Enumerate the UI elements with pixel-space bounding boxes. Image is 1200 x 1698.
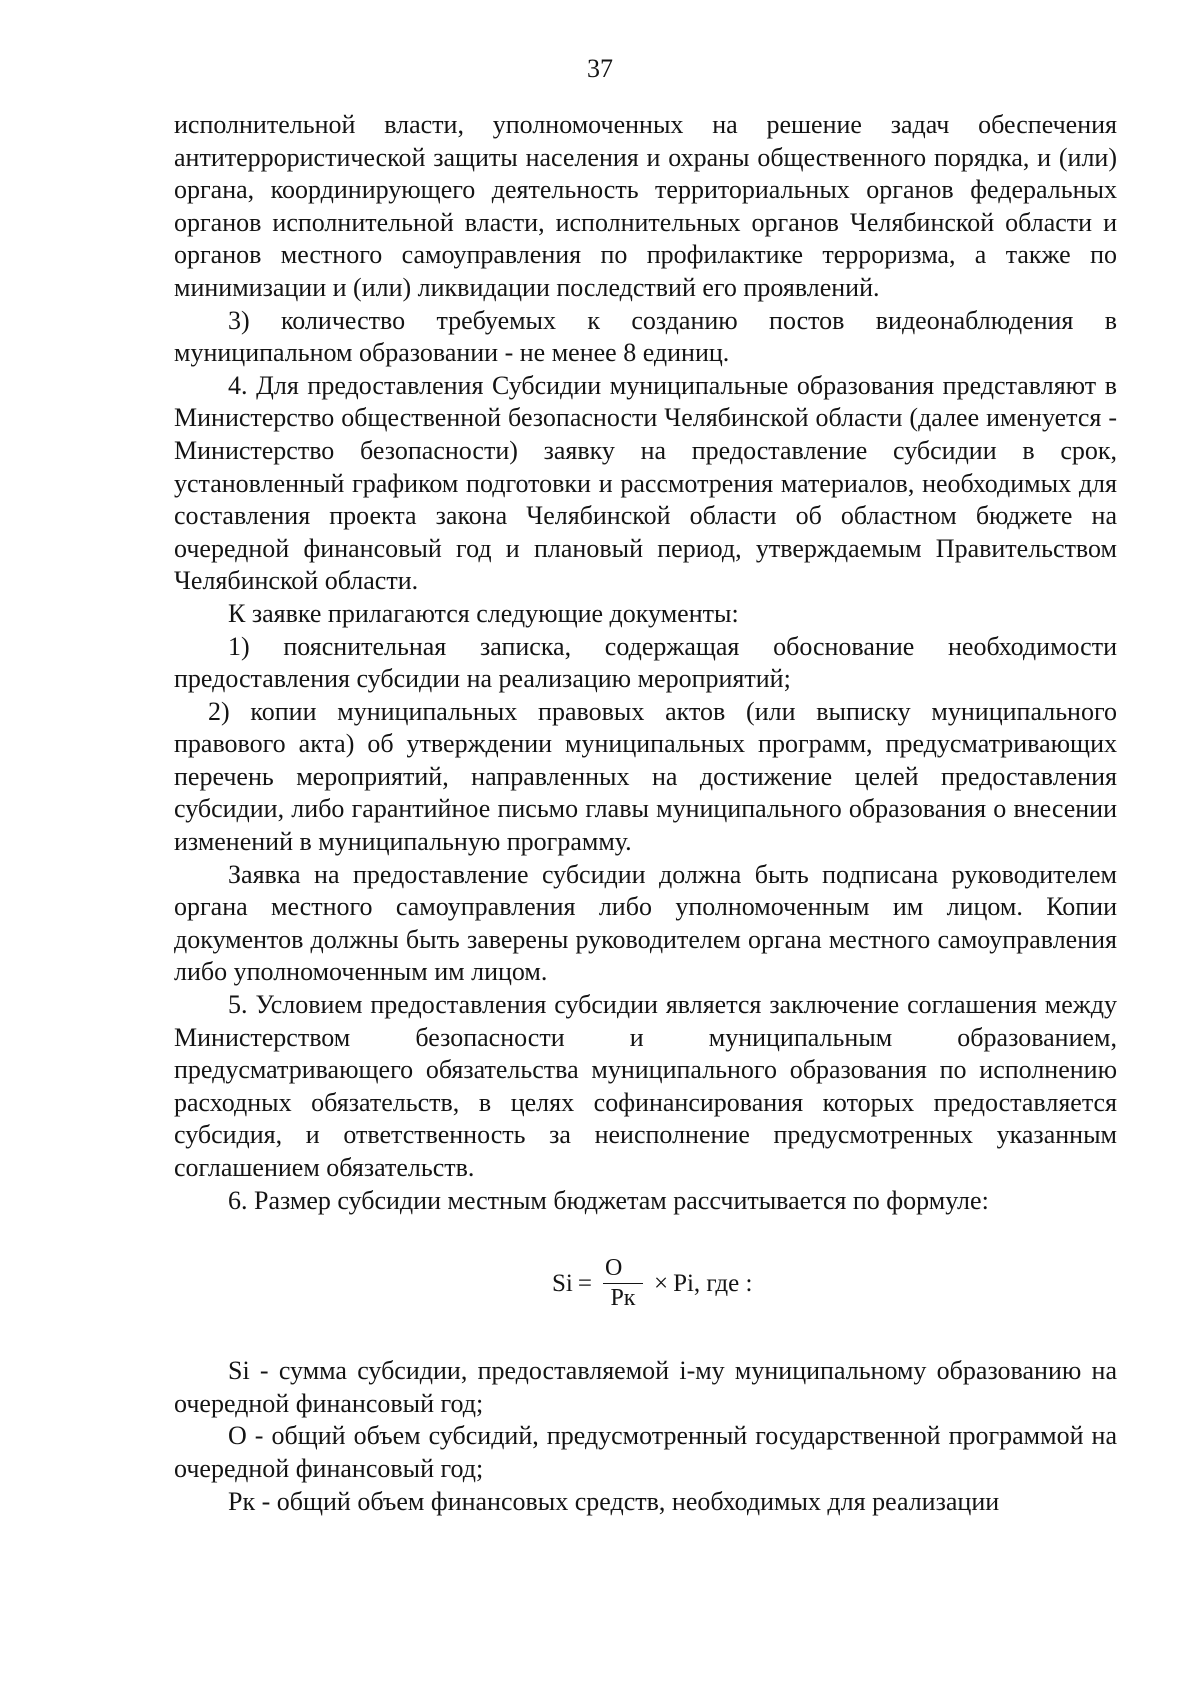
paragraph-item-3: 3) количество требуемых к созданию постов видеонаблюдения в муниципальном образовании - не менее 8 единиц. bbox=[174, 305, 1117, 368]
formula-denominator: Рк bbox=[610, 1285, 636, 1312]
paragraph-section-6: 6. Размер субсидии местным бюджетам рассчитывается по формуле: bbox=[228, 1185, 989, 1215]
definition-o: О - общий объем субсидий, предусмотренный государственной программой на очередной финансовый год; bbox=[174, 1421, 1117, 1483]
document-body bbox=[174, 109, 1117, 1518]
paragraph-doc-1: 1) пояснительная записка, содержащая обоснование необходимости предоставления субсидии на реализацию мероприятий; bbox=[174, 631, 1117, 694]
paragraph-application-signing: Заявка на предоставление субсидии должна быть подписана руководителем органа местного самоуправления либо уполномоченным им лицом. Копии документов должны быть заверены руководителем органа местного самоуправления либо уполномоченным им лицом. bbox=[174, 859, 1117, 987]
formula-block bbox=[174, 1217, 1117, 1355]
subsidy-formula bbox=[552, 1255, 752, 1312]
paragraph-doc-2: 2) копии муниципальных правовых актов (или выписку муниципального правового акта) об утверждении муниципальных программ, предусматривающих перечень мероприятий, направленных на достижение целей предоставления субсидии, либо гарантийное письмо главы муниципального образования о внесении изменений в муниципальную программу. bbox=[174, 696, 1117, 857]
definition-rk: Рк - общий объем финансовых средств, необходимых для реализации bbox=[228, 1486, 1000, 1516]
paragraph-section-4: 4. Для предоставления Субсидии муниципальные образования представляют в Министерство общественной безопасности Челябинской области (далее именуется - Министерство безопасности) заявку на предоставление субсидии в срок, установленный графиком подготовки и рассмотрения материалов, необходимых для составления проекта закона Челябинской области об областном бюджете на очередной финансовый год и плановый период, утверждаемым Правительством Челябинской области. bbox=[174, 370, 1117, 596]
formula-times: × bbox=[653, 1269, 669, 1297]
paragraph-section-5: 5. Условием предоставления субсидии является заключение соглашения между Министерством безопасности и муниципальным образованием, предусматривающего обязательства муниципального образования по исполнению расходных обязательств, в целях софинансирования которых предоставляется субсидия, и ответственность за неисполнение предусмотренных указанным соглашением обязательств. bbox=[174, 990, 1117, 1182]
page-number: 37 bbox=[587, 54, 613, 83]
paragraph-documents-intro: К заявке прилагаются следующие документы: bbox=[228, 598, 739, 628]
formula-lhs: Si bbox=[552, 1269, 573, 1297]
formula-factor: Pi, где : bbox=[673, 1269, 753, 1297]
paragraph-continuation: исполнительной власти, уполномоченных на решение задач обеспечения антитеррористической защиты населения и охраны общественного порядка, и (или) органа, координирующего деятельность территориальных органов федеральных органов исполнительной власти, исполнительных органов Челябинской области и органов местного самоуправления по профилактике терроризма, а также по минимизации и (или) ликвидации последствий его проявлений. bbox=[174, 110, 1117, 302]
formula-fraction bbox=[603, 1255, 643, 1312]
formula-equals: = bbox=[577, 1269, 592, 1297]
definition-si: Si - сумма субсидии, предоставляемой i-му муниципальному образованию на очередной финансовый год; bbox=[174, 1356, 1117, 1418]
formula-numerator: O bbox=[603, 1255, 643, 1284]
